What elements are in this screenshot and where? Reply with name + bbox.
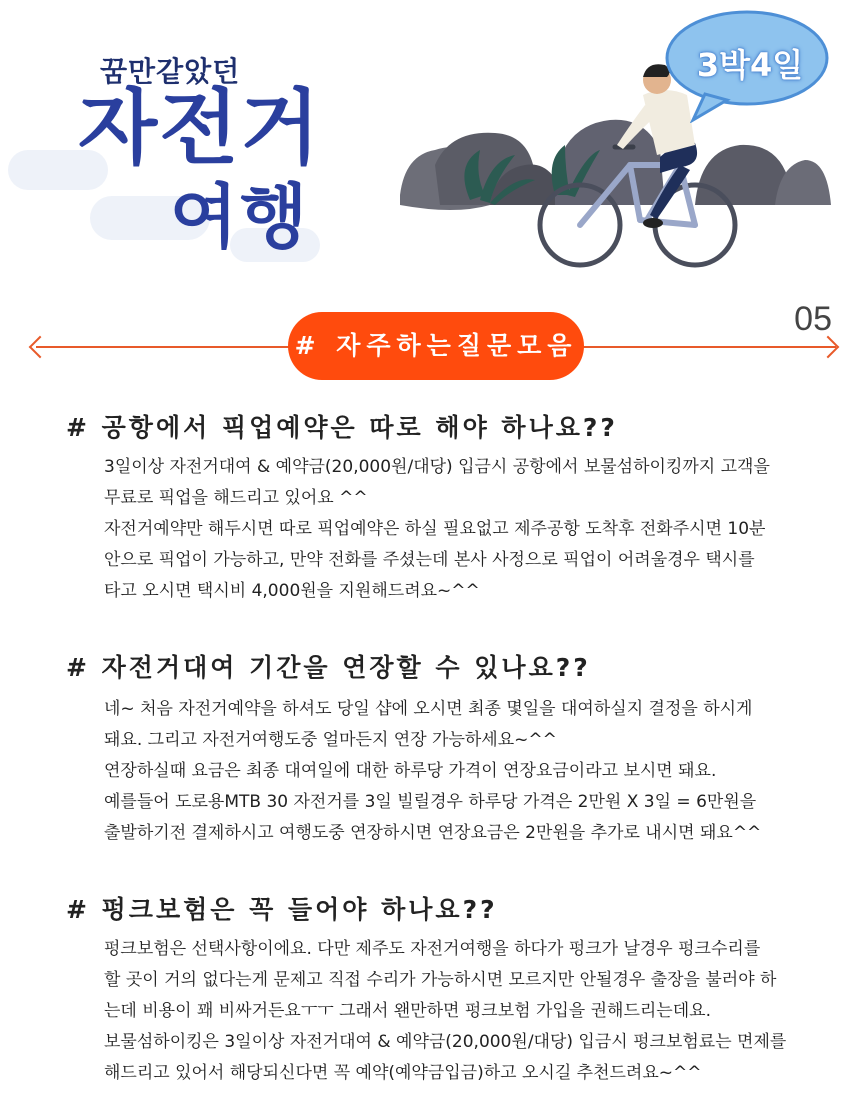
trip-duration-badge: 3박4일 [696, 46, 804, 84]
faq-answer-line: 3일이상 자전거대여 & 예약금(20,000원/대당) 입금시 공항에서 보물섬하이킹까지 고객을 [104, 457, 770, 477]
faq-answer-line: 네~ 처음 자전거예약을 하셔도 당일 샵에 오시면 최종 몇일을 대여하실지 결정을 하시게 [104, 699, 753, 719]
faq-answer-line: 돼요. 그리고 자전거여행도중 얼마든지 연장 가능하세요~^^ [104, 730, 557, 750]
header-title-line1: 자전거 [78, 81, 322, 176]
faq-answer-3 [104, 934, 834, 1089]
faq-answer-line: 해드리고 있어서 해당되신다면 꼭 예약(예약금입금)하고 오시길 추천드려요~^^ [104, 1063, 702, 1083]
faq-answer-line: 자전거예약만 해두시면 따로 픽업예약은 하실 필요없고 제주공항 도착후 전화주시면 10분 [104, 519, 766, 539]
page-number: 05 [794, 300, 832, 338]
faq-question-3: # 펑크보험은 꼭 들어야 하나요?? [66, 895, 498, 924]
faq-question-1: # 공항에서 픽업예약은 따로 해야 하나요?? [66, 413, 618, 442]
faq-answer-line: 무료로 픽업을 해드리고 있어요 ^^ [104, 488, 368, 508]
faq-answer-line: 는데 비용이 꽤 비싸거든요ㅜㅜ 그래서 왠만하면 펑크보험 가입을 권해드리는데요. [104, 1001, 711, 1021]
arrow-right-icon [817, 336, 840, 359]
faq-answer-line: 보물섬하이킹은 3일이상 자전거대여 & 예약금(20,000원/대당) 입금시 펑크보험료는 면제를 [104, 1032, 787, 1052]
faq-question-2: # 자전거대여 기간을 연장할 수 있나요?? [66, 653, 591, 682]
faq-answer-line: 안으로 픽업이 가능하고, 만약 전화를 주셨는데 본사 사정으로 픽업이 어려울경우 택시를 [104, 550, 755, 570]
header-title-line2: 여행 [170, 176, 310, 258]
faq-answer-1 [104, 452, 834, 607]
arrow-left-icon [29, 336, 52, 359]
faq-answer-2 [104, 694, 834, 849]
rock-shape [775, 160, 831, 205]
faq-answer-line: 출발하기전 결제하시고 여행도중 연장하시면 연장요금은 2만원을 추가로 내시면 돼요^^ [104, 823, 762, 843]
faq-answer-line: 예를들어 도로용MTB 30 자전거를 3일 빌릴경우 하루당 가격은 2만원 X 3일 = 6만원을 [104, 792, 757, 812]
faq-answer-line: 타고 오시면 택시비 4,000원을 지원해드려요~^^ [104, 581, 480, 601]
faq-answer-line: 할 곳이 거의 없다는게 문제고 직접 수리가 가능하시면 모르지만 안될경우 출장을 불러야 하 [104, 970, 777, 990]
section-title-pill: # 자주하는질문모음 [288, 312, 584, 380]
faq-answer-line: 펑크보험은 선택사항이에요. 다만 제주도 자전거여행을 하다가 펑크가 날경우 펑크수리를 [104, 939, 761, 959]
header-subtitle: 꿈만같았던 [100, 55, 241, 88]
faq-answer-line: 연장하실때 요금은 최종 대여일에 대한 하루당 가격이 연장요금이라고 보시면 돼요. [104, 761, 717, 781]
